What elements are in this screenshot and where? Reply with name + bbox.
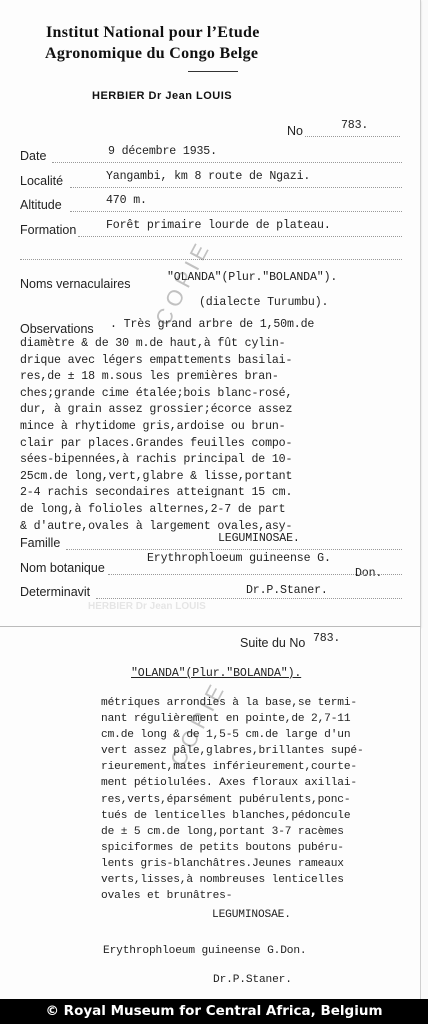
family-label: Famille: [20, 536, 61, 550]
determinavit-label: Determinavit: [20, 585, 91, 599]
date-value: 9 décembre 1935.: [108, 145, 217, 158]
continuation-line: spiciformes de petits boutons pubéru-: [101, 841, 344, 854]
altitude-label: Altitude: [20, 198, 62, 212]
observation-line: diamètre & de 30 m.de haut,à fût cylin-: [20, 337, 286, 350]
observation-line: res,de ± 18 m.sous les premières bran-: [20, 370, 279, 384]
observation-line: dur, à grain assez grossier;écorce assez: [20, 403, 293, 417]
vernacular-value-2: (dialecte Turumbu).: [199, 296, 329, 309]
continuation-family: LEGUMINOSAE.: [212, 909, 291, 921]
date-label: Date: [20, 149, 47, 163]
continuation-line: ovales et brunâtres-: [101, 890, 233, 903]
formation-rule: [78, 236, 402, 237]
suite-label: Suite du No: [240, 636, 306, 650]
determinavit-rule: [96, 598, 402, 599]
date-rule: [52, 162, 402, 163]
continuation-line: cm.de long & de 1,5-5 cm.de large d'un: [101, 729, 351, 742]
continuation-line: nant régulièrement en pointe,de 2,7-11: [101, 713, 351, 726]
bleed-through-text: HERBIER Dr Jean LOUIS: [88, 601, 206, 612]
continuation-line: ment pétiolulées. Axes floraux axillai-: [101, 777, 357, 790]
determinavit-value: Dr.P.Staner.: [246, 584, 328, 597]
vernacular-label: Noms vernaculaires: [20, 277, 131, 291]
observation-line: & d'autre,ovales à largement ovales,asy-: [20, 519, 293, 533]
continuation-line: métriques arrondies à la base,se termi-: [101, 697, 357, 709]
continuation-line: res,verts,éparsément pubérulents,ponc-: [101, 793, 351, 806]
continuation-text: [101, 695, 364, 904]
continuation-line: lents gris-blanchâtres.Jeunes rameaux: [101, 857, 344, 870]
locality-rule: [70, 187, 402, 188]
observation-line: sées-bipennées,à rachis principal de 10-: [20, 453, 293, 467]
suite-value: 783.: [313, 632, 341, 645]
locality-value: Yangambi, km 8 route de Ngazi.: [106, 170, 311, 183]
observation-line: mince à rhytidome gris,ardoise ou brun-: [20, 419, 286, 433]
altitude-rule: [70, 211, 402, 212]
herbarium-name: HERBIER Dr Jean LOUIS: [92, 90, 233, 102]
observations-label: Observations: [20, 322, 94, 336]
observation-line: 25cm.de long,vert,glabre & lisse,portant: [20, 469, 293, 483]
continuation-heading: "OLANDA"(Plur."BOLANDA").: [131, 667, 302, 680]
observations-text: [20, 336, 292, 535]
botanical-name-value-2: Don.: [355, 567, 383, 580]
vernacular-value-1: "OLANDA"(Plur."BOLANDA").: [167, 271, 338, 284]
copie-stamp-2: COPIE: [165, 676, 231, 771]
observation-line: ches;grande cime étalée;bois blanc-rosé,: [20, 386, 293, 400]
botanical-name-value-1: Erythrophloeum guineense G.: [147, 552, 331, 565]
continuation-line: de ± 5 cm.de long,portant 3-7 racèmes: [101, 825, 344, 838]
copyright-footer: © Royal Museum for Central Africa, Belgium: [0, 999, 428, 1024]
institute-title-line1: Institut National pour l’Etude: [46, 24, 260, 41]
formation-label: Formation: [20, 223, 77, 237]
locality-label: Localité: [20, 174, 64, 188]
observations-first-line: . Très grand arbre de 1,50m.de: [110, 318, 315, 331]
copie-stamp: COPIE: [150, 235, 216, 330]
title-divider: [188, 71, 238, 72]
continuation-line: vert assez pâle,glabres,brillantes supé-: [101, 745, 364, 758]
number-value: 783.: [341, 119, 369, 132]
continuation-botanical-name: Erythrophloeum guineense G.Don.: [103, 945, 307, 957]
continuation-line: tués de lenticelles blanches,pédoncule: [101, 809, 351, 822]
formation-value: Forêt primaire lourde de plateau.: [106, 219, 331, 232]
continuation-sheet: [0, 627, 421, 999]
continuation-line: verts,lisses,à nombreuses lenticelles: [101, 874, 344, 887]
observation-line: drique avec légers empattements basilai-: [20, 353, 293, 367]
altitude-value: 470 m.: [106, 194, 147, 207]
institute-title-line2: Agronomique du Congo Belge: [45, 45, 259, 62]
number-rule: [305, 136, 400, 137]
botanical-name-label: Nom botanique: [20, 561, 105, 575]
number-label: No: [287, 124, 303, 138]
botanical-name-rule: [108, 574, 402, 575]
family-value: LEGUMINOSAE.: [218, 532, 300, 545]
observation-line: 2-4 rachis secondaires atteignant 15 cm.: [20, 486, 293, 500]
observation-line: de long,à folioles alternes,2-7 de part: [20, 502, 286, 516]
continuation-line: rieurement,mates inférieurement,courte-: [101, 761, 357, 774]
family-rule: [66, 549, 402, 550]
blank-rule: [20, 259, 402, 260]
observation-line: clair par places.Grandes feuilles compo-: [20, 436, 293, 450]
continuation-determinavit: Dr.P.Staner.: [213, 974, 292, 986]
